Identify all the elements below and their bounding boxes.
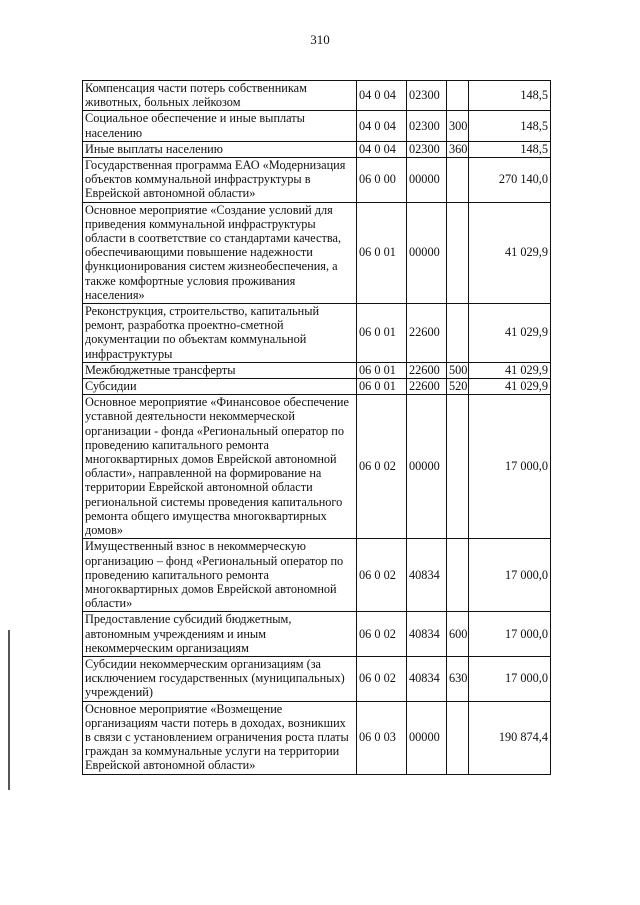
table-row xyxy=(83,81,551,111)
row-subitem-code: 02300 xyxy=(407,111,447,141)
row-section-code: 06 0 02 xyxy=(357,656,407,701)
row-section-code: 06 0 03 xyxy=(357,701,407,774)
row-subitem-code: 00000 xyxy=(407,158,447,203)
row-expense-kind: 300 xyxy=(447,111,469,141)
scan-margin-mark xyxy=(8,630,10,790)
table-row xyxy=(83,395,551,539)
row-amount: 17 000,0 xyxy=(469,612,551,657)
row-expense-kind xyxy=(447,304,469,363)
table-row xyxy=(83,304,551,363)
row-amount: 17 000,0 xyxy=(469,395,551,539)
row-expense-kind xyxy=(447,395,469,539)
row-amount: 17 000,0 xyxy=(469,656,551,701)
row-subitem-code: 22600 xyxy=(407,362,447,378)
row-section-code: 06 0 02 xyxy=(357,612,407,657)
row-section-code: 04 0 04 xyxy=(357,141,407,157)
table-row xyxy=(83,379,551,395)
table-row xyxy=(83,701,551,774)
row-section-code: 06 0 01 xyxy=(357,202,407,303)
row-section-code: 04 0 04 xyxy=(357,81,407,111)
row-section-code: 06 0 01 xyxy=(357,362,407,378)
row-expense-kind xyxy=(447,158,469,203)
row-expense-kind: 520 xyxy=(447,379,469,395)
row-name: Межбюджетные трансферты xyxy=(83,362,357,378)
row-section-code: 06 0 01 xyxy=(357,379,407,395)
row-amount: 41 029,9 xyxy=(469,202,551,303)
table-row xyxy=(83,656,551,701)
row-expense-kind: 500 xyxy=(447,362,469,378)
row-expense-kind: 630 xyxy=(447,656,469,701)
table-row xyxy=(83,111,551,141)
row-expense-kind: 360 xyxy=(447,141,469,157)
row-subitem-code: 00000 xyxy=(407,202,447,303)
row-section-code: 06 0 02 xyxy=(357,539,407,612)
table-row xyxy=(83,141,551,157)
row-name: Основное мероприятие «Финансовое обеспечение уставной деятельности некоммерческой организации - фонда «Региональный оператор по проведению капитального ремонта многоквартирных домов Еврейской автономной области», направленной на формирование на территории Еврейской автономной области региональной системы проведения капитального ремонта общего имущества многоквартирных домов» xyxy=(83,395,357,539)
row-name: Субсидии некоммерческим организациям (за исключением государственных (муниципальных) учреждений) xyxy=(83,656,357,701)
row-amount: 148,5 xyxy=(469,81,551,111)
row-section-code: 06 0 02 xyxy=(357,395,407,539)
row-amount: 17 000,0 xyxy=(469,539,551,612)
row-subitem-code: 02300 xyxy=(407,81,447,111)
row-subitem-code: 02300 xyxy=(407,141,447,157)
row-amount: 41 029,9 xyxy=(469,362,551,378)
row-amount: 190 874,4 xyxy=(469,701,551,774)
table-row xyxy=(83,202,551,303)
row-expense-kind xyxy=(447,81,469,111)
row-amount: 148,5 xyxy=(469,111,551,141)
budget-table xyxy=(82,80,551,775)
row-name: Основное мероприятие «Возмещение организациям части потерь в доходах, возникших в связи с установлением ограничения роста платы граждан за коммунальные услуги на территории Еврейской автономной области» xyxy=(83,701,357,774)
row-name: Компенсация части потерь собственникам животных, больных лейкозом xyxy=(83,81,357,111)
row-name: Иные выплаты населению xyxy=(83,141,357,157)
row-subitem-code: 40834 xyxy=(407,612,447,657)
row-subitem-code: 40834 xyxy=(407,656,447,701)
row-name: Субсидии xyxy=(83,379,357,395)
row-section-code: 04 0 04 xyxy=(357,111,407,141)
row-name: Реконструкция, строительство, капитальный ремонт, разработка проектно-сметной документации по объектам коммунальной инфраструктуры xyxy=(83,304,357,363)
row-name: Государственная программа ЕАО «Модернизация объектов коммунальной инфраструктуры в Еврейской автономной области» xyxy=(83,158,357,203)
row-section-code: 06 0 01 xyxy=(357,304,407,363)
row-expense-kind xyxy=(447,202,469,303)
row-amount: 41 029,9 xyxy=(469,379,551,395)
row-name: Имущественный взнос в некоммерческую организацию – фонд «Региональный оператор по проведению капитального ремонта многоквартирных домов Еврейской автономной области» xyxy=(83,539,357,612)
row-expense-kind: 600 xyxy=(447,612,469,657)
table-row xyxy=(83,158,551,203)
row-expense-kind xyxy=(447,539,469,612)
row-subitem-code: 00000 xyxy=(407,701,447,774)
page-number: 310 xyxy=(310,32,330,47)
row-section-code: 06 0 00 xyxy=(357,158,407,203)
row-name: Предоставление субсидий бюджетным, автономным учреждениям и иным некоммерческим организациям xyxy=(83,612,357,657)
row-amount: 41 029,9 xyxy=(469,304,551,363)
row-name: Социальное обеспечение и иные выплаты населению xyxy=(83,111,357,141)
row-subitem-code: 22600 xyxy=(407,304,447,363)
table-row xyxy=(83,362,551,378)
row-subitem-code: 00000 xyxy=(407,395,447,539)
row-name: Основное мероприятие «Создание условий для приведения коммунальной инфраструктуры области в соответствие со стандартами качества, обеспечивающими повышение надежности функционирования систем жизнеобеспечения, а также комфортные условия проживания населения» xyxy=(83,202,357,303)
row-amount: 270 140,0 xyxy=(469,158,551,203)
row-subitem-code: 22600 xyxy=(407,379,447,395)
row-subitem-code: 40834 xyxy=(407,539,447,612)
row-expense-kind xyxy=(447,701,469,774)
table-row xyxy=(83,612,551,657)
row-amount: 148,5 xyxy=(469,141,551,157)
table-row xyxy=(83,539,551,612)
